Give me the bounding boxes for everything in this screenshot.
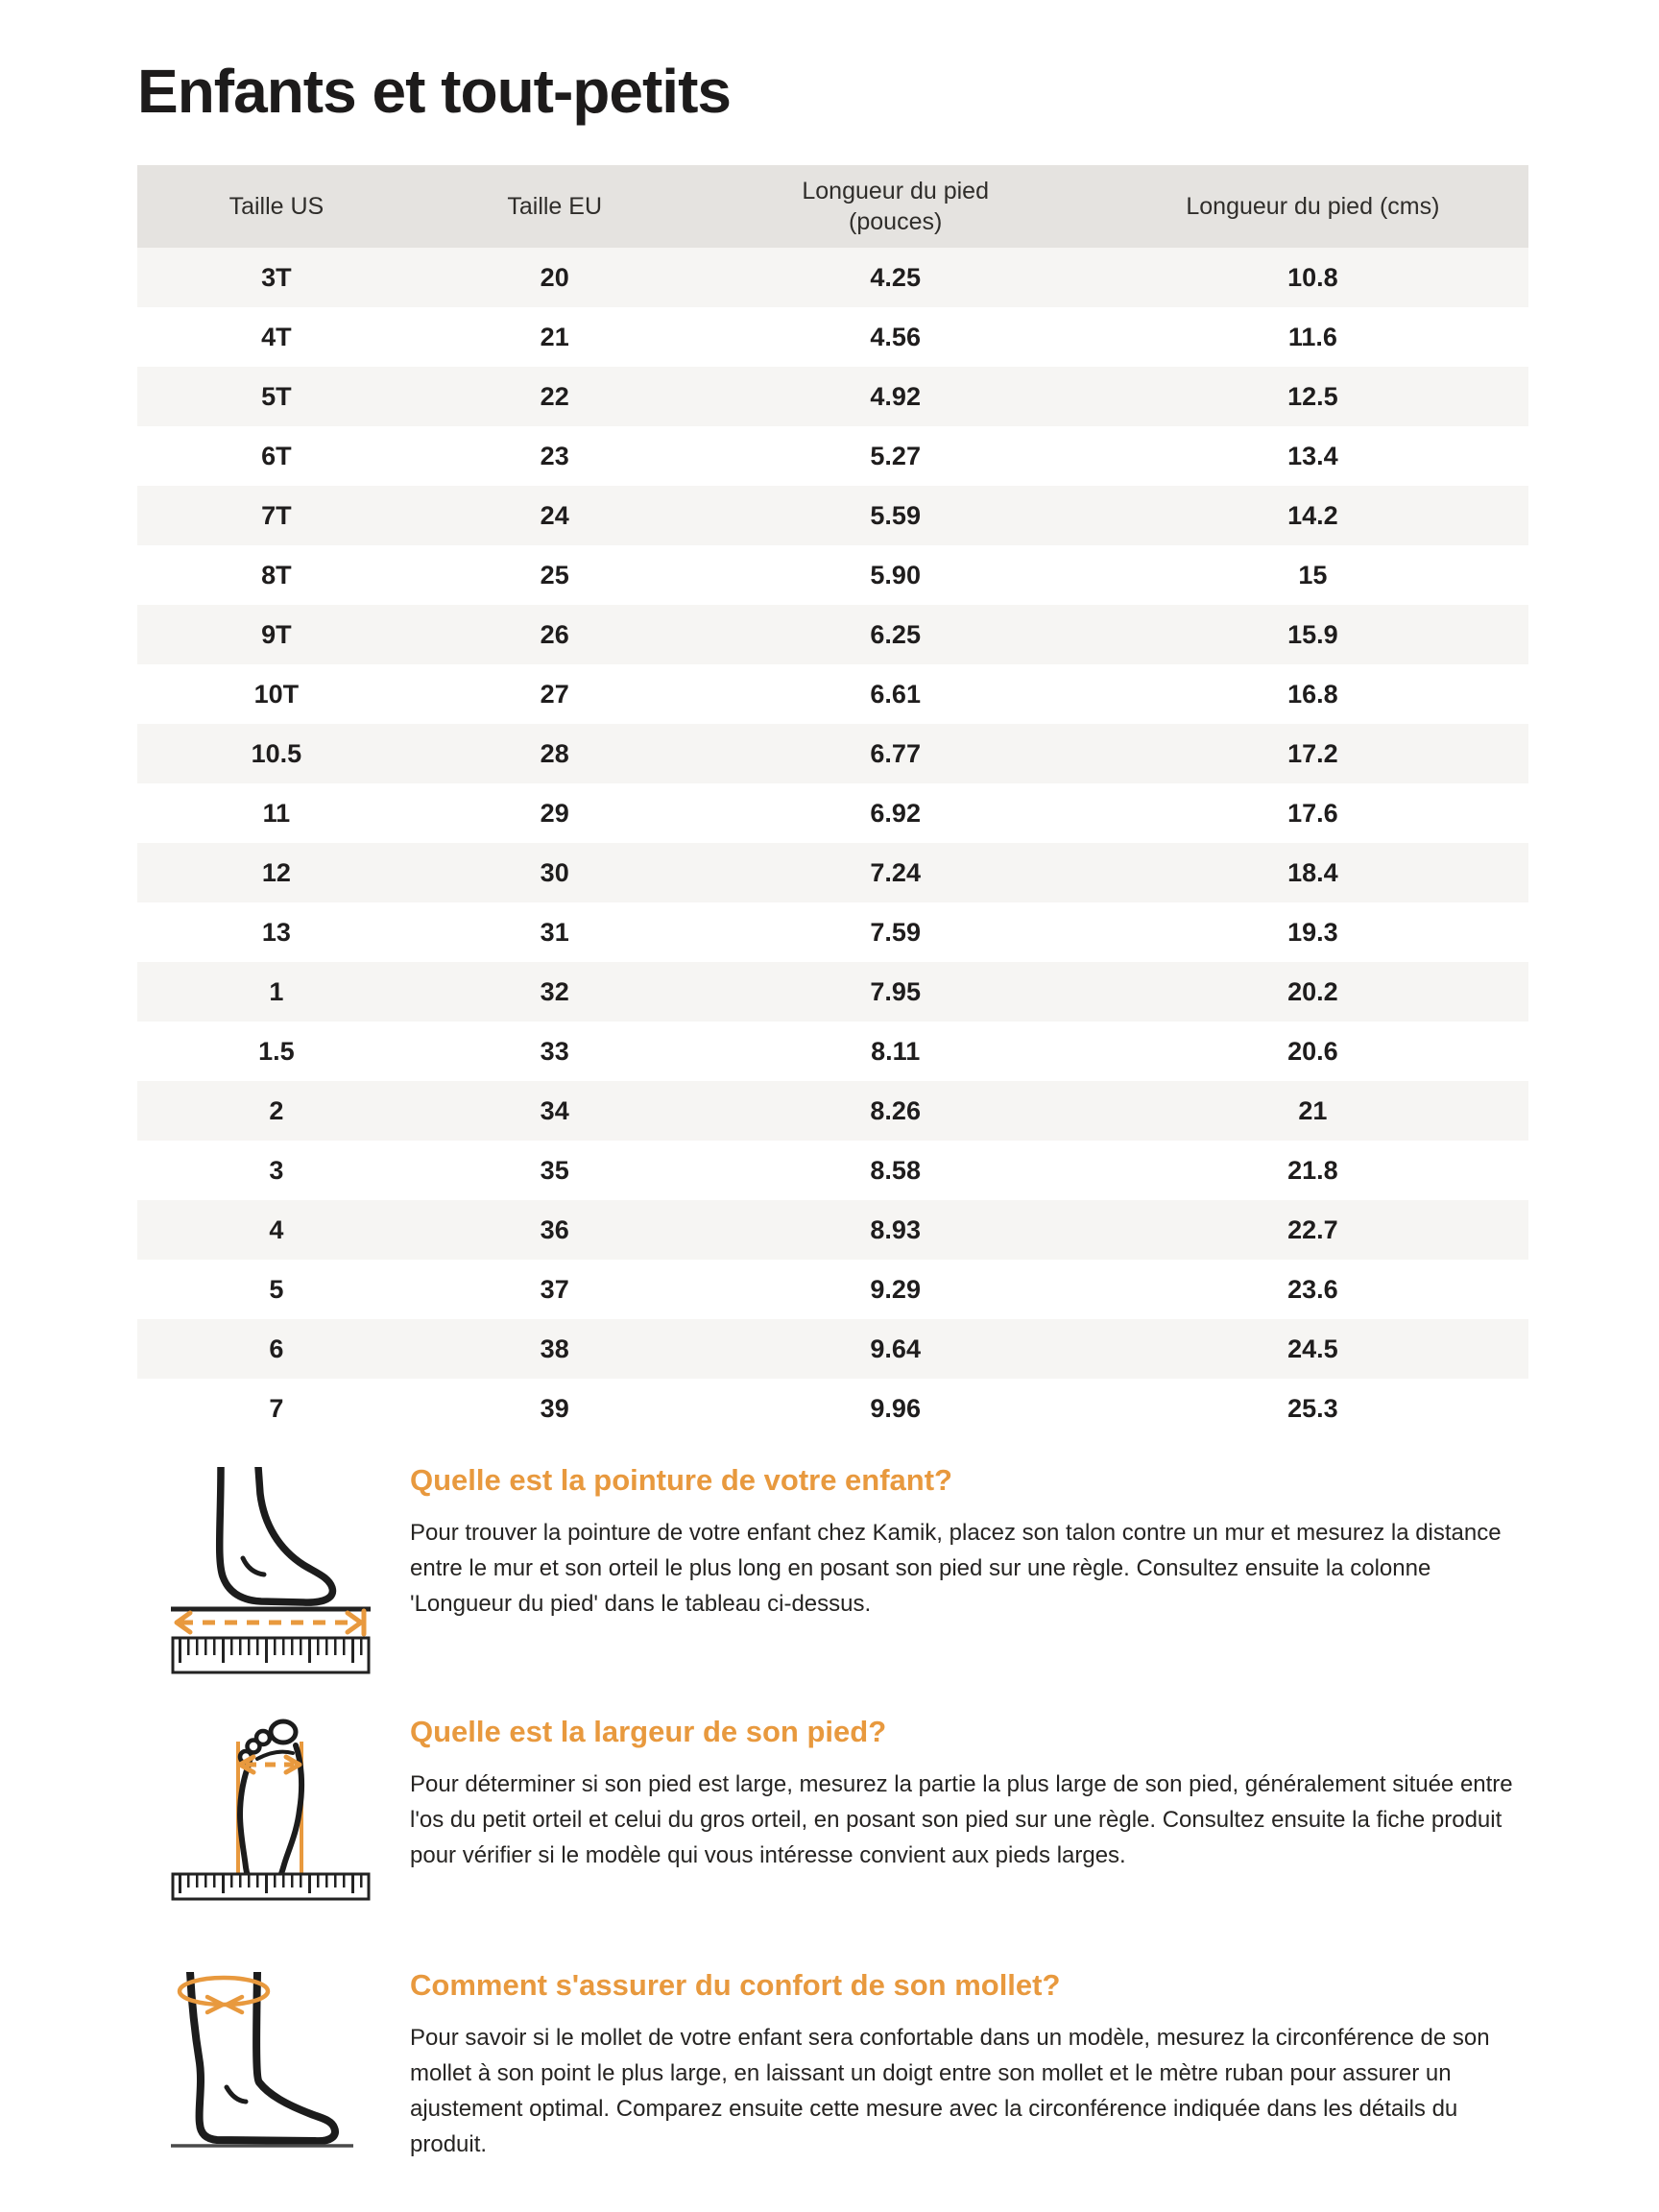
foot-length-measure-icon [115,1463,410,1674]
section-foot-width-text [410,1715,1536,1873]
table-cell: 31 [540,917,569,947]
table-row [137,1319,1528,1379]
table-cell: 15 [1298,560,1328,589]
table-cell: 6 [269,1334,284,1363]
table-row [137,724,1528,783]
section-heading: Comment s'assurer du confort de son mollet? [410,1968,1061,2002]
table-cell: 21 [1298,1095,1328,1125]
table-cell: 5T [261,381,292,411]
table-cell: 8.11 [871,1036,921,1066]
table-cell: 8T [261,560,292,589]
table-cell: 21 [540,322,569,351]
table-cell: 10.5 [251,738,302,768]
table-cell: 13.4 [1287,441,1338,470]
table-cell: 4.25 [870,262,921,292]
table-cell: 24.5 [1287,1334,1338,1363]
table-cell: 20.2 [1287,976,1338,1006]
table-cell: 23.6 [1287,1274,1338,1304]
table-row [137,1260,1528,1319]
table-cell: 29 [540,798,569,828]
table-row [137,605,1528,664]
table-cell: 39 [540,1393,569,1423]
table-cell: 13 [261,917,291,947]
measurement-guide-sections [115,1463,1536,2202]
table-row [137,307,1528,367]
table-cell: 15.9 [1287,619,1338,649]
table-cell: 12.5 [1287,381,1338,411]
table-cell: 37 [540,1274,569,1304]
table-cell: 23 [540,441,569,470]
table-row [137,1081,1528,1141]
table-row [137,426,1528,486]
table-row [137,1200,1528,1260]
table-cell: 5 [269,1274,284,1304]
table-cell: 7 [269,1393,284,1423]
foot-width-measure-icon [115,1715,410,1901]
table-cell: 12 [261,857,291,887]
table-cell: 20 [540,262,569,292]
size-table-container [137,165,1528,1438]
table-cell: 32 [540,976,569,1006]
table-header-cell: Taille US [137,165,416,248]
size-table-header [137,165,1528,248]
table-cell: 18.4 [1287,857,1338,887]
table-row [137,486,1528,545]
table-row [137,1022,1528,1081]
table-cell: 7T [261,500,292,530]
table-header-row [137,165,1528,248]
table-cell: 2 [269,1095,284,1125]
table-cell: 26 [540,619,569,649]
table-cell: 19.3 [1287,917,1338,947]
table-cell: 6T [261,441,292,470]
table-row [137,545,1528,605]
table-cell: 8.58 [870,1155,921,1185]
table-cell: 11 [262,798,291,828]
section-calf-comfort [115,1968,1536,2162]
section-foot-length-text [410,1463,1536,1622]
table-cell: 4.56 [870,322,921,351]
section-heading: Quelle est la pointure de votre enfant? [410,1463,952,1497]
table-row [137,248,1528,307]
table-cell: 1.5 [258,1036,295,1066]
table-row [137,843,1528,902]
table-header-cell: Longueur du pied (cms) [1097,165,1528,248]
table-cell: 24 [540,500,569,530]
table-cell: 22.7 [1287,1214,1338,1244]
table-cell: 10.8 [1287,262,1338,292]
section-calf-comfort-text [410,1968,1536,2162]
table-cell: 21.8 [1287,1155,1338,1185]
table-cell: 16.8 [1287,679,1338,709]
table-cell: 22 [540,381,569,411]
table-cell: 7.95 [870,976,921,1006]
page-title: Enfants et tout-petits [137,57,731,126]
table-cell: 4T [261,322,292,351]
table-cell: 6.77 [870,738,921,768]
table-cell: 35 [540,1155,569,1185]
table-header-cell: Longueur du pied (pouces) [694,165,1097,248]
table-cell: 9.29 [870,1274,921,1304]
table-cell: 9.96 [870,1393,921,1423]
table-cell: 25.3 [1287,1393,1338,1423]
table-row [137,902,1528,962]
table-cell: 14.2 [1287,500,1338,530]
size-table [137,165,1528,1438]
calf-circumference-icon [115,1968,410,2151]
table-cell: 7.24 [870,857,921,887]
table-row [137,783,1528,843]
table-cell: 5.90 [870,560,921,589]
table-cell: 3 [269,1155,284,1185]
table-cell: 8.26 [870,1095,921,1125]
table-cell: 8.93 [870,1214,921,1244]
table-cell: 9.64 [870,1334,921,1363]
table-cell: 10T [253,679,300,709]
table-cell: 34 [540,1095,569,1125]
table-cell: 5.59 [870,500,921,530]
table-row [137,962,1528,1022]
table-cell: 5.27 [870,441,921,470]
table-cell: 33 [540,1036,569,1066]
table-cell: 6.25 [870,619,921,649]
table-cell: 9T [261,619,292,649]
size-table-body [137,248,1528,1438]
table-cell: 4 [269,1214,284,1244]
table-cell: 36 [540,1214,569,1244]
section-body: Pour trouver la pointure de votre enfant chez Kamik, placez son talon contre un mur et mesurez la distance entre le mur et son orteil le plus long en posant son pied sur une règle. Consultez ensuite la colonne 'Longueur du pied' dans le tableau ci-dessus. [410,1520,1502,1617]
table-row [137,367,1528,426]
table-cell: 6.61 [870,679,921,709]
section-body: Pour déterminer si son pied est large, mesurez la partie la plus large de son pied, généralement située entre l'os du petit orteil et celui du gros orteil, en posant son pied sur une règle. Consultez ensuite la fiche produit pour vérifier si le modèle qui vous intéresse convient aux pieds larges. [410,1771,1513,1868]
table-cell: 27 [540,679,569,709]
table-row [137,1141,1528,1200]
section-foot-width [115,1715,1536,1901]
table-cell: 17.2 [1287,738,1338,768]
table-row [137,664,1528,724]
table-cell: 4.92 [870,381,921,411]
section-body: Pour savoir si le mollet de votre enfant sera confortable dans un modèle, mesurez la circonférence de son mollet à son point le plus large, en laissant un doigt entre son mollet et le mètre ruban pour assurer un ajustement optimal. Comparez ensuite cette mesure avec la circonférence indiquée dans les détails du produit. [410,2025,1490,2157]
table-cell: 30 [540,857,569,887]
table-cell: 3T [261,262,292,292]
table-row [137,1379,1528,1438]
section-foot-length [115,1463,1536,1674]
table-cell: 28 [540,738,569,768]
section-heading: Quelle est la largeur de son pied? [410,1715,887,1748]
table-cell: 6.92 [870,798,921,828]
table-cell: 20.6 [1287,1036,1338,1066]
table-cell: 1 [269,976,284,1006]
table-cell: 11.6 [1287,322,1337,351]
table-cell: 25 [540,560,569,589]
table-cell: 7.59 [870,917,921,947]
table-cell: 17.6 [1287,798,1338,828]
table-cell: 38 [540,1334,569,1363]
table-header-cell: Taille EU [416,165,694,248]
